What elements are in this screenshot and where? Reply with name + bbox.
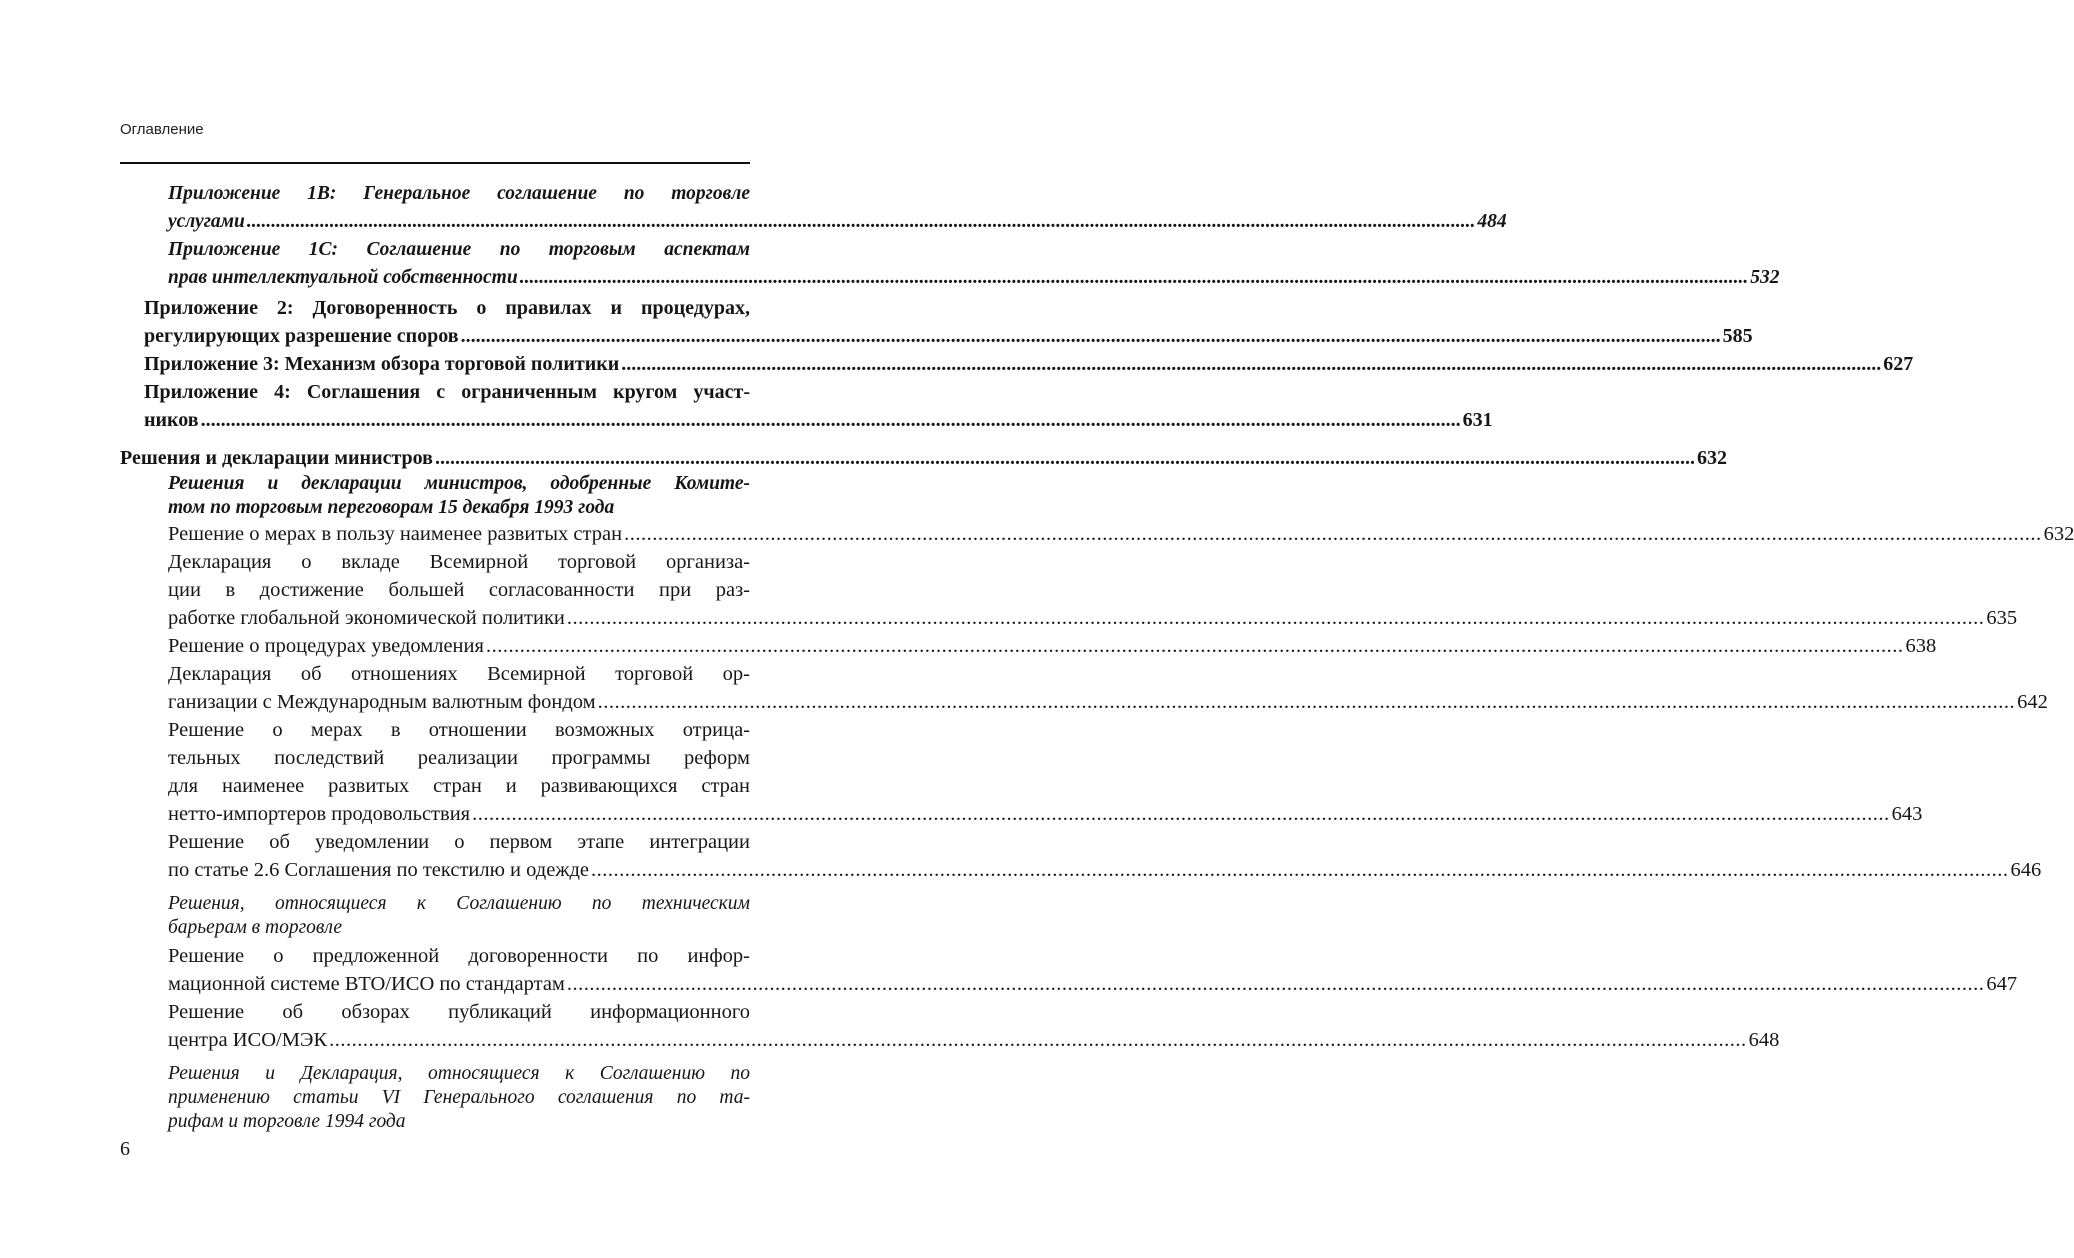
toc-entry xyxy=(168,716,1923,828)
toc-page-number: 484 xyxy=(1477,211,1507,232)
toc-entry-title: Решение о процедурах уведомления xyxy=(168,635,484,657)
toc-page-number: 643 xyxy=(1891,803,1923,825)
toc-entry-title: Решение об обзорах публикаций информационного xyxy=(168,1001,750,1023)
toc-group-2 xyxy=(120,892,2018,1054)
dot-leader xyxy=(199,406,1463,434)
dot-leader xyxy=(565,970,1987,998)
toc-entry-title: Декларация об отношениях Всемирной торговой ор- xyxy=(168,663,750,685)
toc-entry-annex-4 xyxy=(120,378,1493,434)
toc-page-number: 635 xyxy=(1986,607,2018,629)
toc-entry-title-cont: нетто-импортеров продовольствия xyxy=(168,803,471,825)
toc-entry-title: Приложение 1В: Генеральное соглашение по торговле xyxy=(168,183,750,204)
toc-entry-decisions xyxy=(120,444,1727,472)
toc-entry-annex-1c xyxy=(120,236,1780,292)
toc-subsection-title-line: Решения и декларации министров, одобренные Комите- xyxy=(168,473,750,494)
dot-leader xyxy=(484,632,1906,660)
toc-subsection-title-line: рифам и торговле 1994 года xyxy=(168,1111,406,1132)
toc-page-number: 647 xyxy=(1986,973,2018,995)
dot-leader xyxy=(565,604,1987,632)
toc-entry-annex-2 xyxy=(120,294,1753,350)
dot-leader xyxy=(622,520,2044,548)
toc-entry-title: Декларация о вкладе Всемирной торговой организа- xyxy=(168,551,750,573)
toc-entry-title-cont: прав интеллектуальной собственности xyxy=(168,267,518,288)
toc-entry xyxy=(168,942,2018,998)
toc-entry xyxy=(168,660,2048,716)
toc-entry-title-cont: центра ИСО/МЭК xyxy=(168,1029,328,1051)
toc-entry-title: Решение о мерах в отношении возможных отрица- xyxy=(168,719,750,741)
dot-leader xyxy=(518,264,1751,292)
toc-entry-title-cont: ции в достижение большей согласованности при раз- xyxy=(168,579,750,601)
dot-leader xyxy=(459,322,1723,350)
toc-group-3 xyxy=(120,1062,750,1134)
toc-subsection-title-line: Решения, относящиеся к Соглашению по техническим xyxy=(168,893,750,914)
dot-leader xyxy=(433,444,1697,472)
toc-page-number: 648 xyxy=(1748,1029,1780,1051)
dot-leader xyxy=(245,208,1478,236)
toc-subsection-title-line: барьерам в торговле xyxy=(168,917,343,938)
toc-subsection-title-line: том по торговым переговорам 15 декабря 1993 года xyxy=(168,497,615,518)
toc-entry-title: Приложение 4: Соглашения с ограниченным кругом участ- xyxy=(144,381,750,403)
toc-entry-title: Решение о предложенной договоренности по инфор- xyxy=(168,945,750,967)
toc-subsection-title xyxy=(168,1062,750,1134)
toc-entry-title-cont: услугами xyxy=(168,211,245,232)
toc-entry xyxy=(168,548,2018,632)
dot-leader xyxy=(619,350,1883,378)
toc-page-number: 585 xyxy=(1722,325,1753,347)
toc-page-number: 627 xyxy=(1883,353,1914,375)
toc-entry-title: Решение о мерах в пользу наименее развитых стран xyxy=(168,523,623,545)
dot-leader xyxy=(470,800,1892,828)
toc-page-number: 632 xyxy=(2043,523,2074,545)
toc-entry-title-cont: ников xyxy=(144,409,199,431)
toc-entry xyxy=(168,520,2074,548)
toc-entry-title: Решение об уведомлении о первом этапе интеграции xyxy=(168,831,750,853)
toc-page-number: 646 xyxy=(2010,859,2042,881)
toc-entry-title: Приложение 1С: Соглашение по торговым аспектам xyxy=(168,239,750,260)
toc-entry-title-cont: по статье 2.6 Соглашения по текстилю и одежде xyxy=(168,859,590,881)
toc-group-1 xyxy=(120,472,2074,884)
header-rule xyxy=(120,162,750,164)
toc-entry-annex-3 xyxy=(120,350,1914,378)
toc-subsection-title xyxy=(168,892,750,940)
dot-leader xyxy=(327,1026,1749,1054)
toc-entry xyxy=(168,632,1937,660)
toc-entry-annex-1b xyxy=(120,180,1507,236)
toc-entry-title: Приложение 2: Договоренность о правилах и процедурах, xyxy=(144,297,750,319)
toc-page-number: 632 xyxy=(1696,447,1727,469)
toc-page-number: 638 xyxy=(1905,635,1937,657)
toc-subsection-title xyxy=(168,472,750,520)
toc-page-number: 532 xyxy=(1750,267,1780,288)
page-number: 6 xyxy=(120,1138,130,1160)
table-of-contents xyxy=(120,180,2074,1134)
toc-page-number: 642 xyxy=(2017,691,2048,713)
toc-entry xyxy=(168,828,2042,884)
toc-section-title: Решения и декларации министров xyxy=(120,447,433,469)
toc-entry-title: Приложение 3: Механизм обзора торговой политики xyxy=(144,353,620,375)
toc-subsection-title-line: применению статьи VI Генерального соглашения по та- xyxy=(168,1087,750,1108)
dot-leader xyxy=(589,856,2011,884)
toc-page-number: 631 xyxy=(1462,409,1493,431)
toc-entry-title-cont: ганизации с Международным валютным фондом xyxy=(168,691,596,713)
running-head-title: Оглавление xyxy=(120,121,204,138)
toc-subsection-title-line: Решения и Декларация, относящиеся к Соглашению по xyxy=(168,1063,750,1084)
toc-entry-title-cont: для наименее развитых стран и развивающихся стран xyxy=(168,775,750,797)
toc-entry-title-cont: работке глобальной экономической политики xyxy=(168,607,565,629)
toc-entry-title-cont: тельных последствий реализации программы реформ xyxy=(168,747,750,769)
toc-entry-title-cont: регулирующих разрешение споров xyxy=(144,325,459,347)
toc-entry xyxy=(168,998,1780,1054)
dot-leader xyxy=(596,688,2018,716)
toc-entry-title-cont: мационной системе ВТО/ИСО по стандартам xyxy=(168,973,565,995)
